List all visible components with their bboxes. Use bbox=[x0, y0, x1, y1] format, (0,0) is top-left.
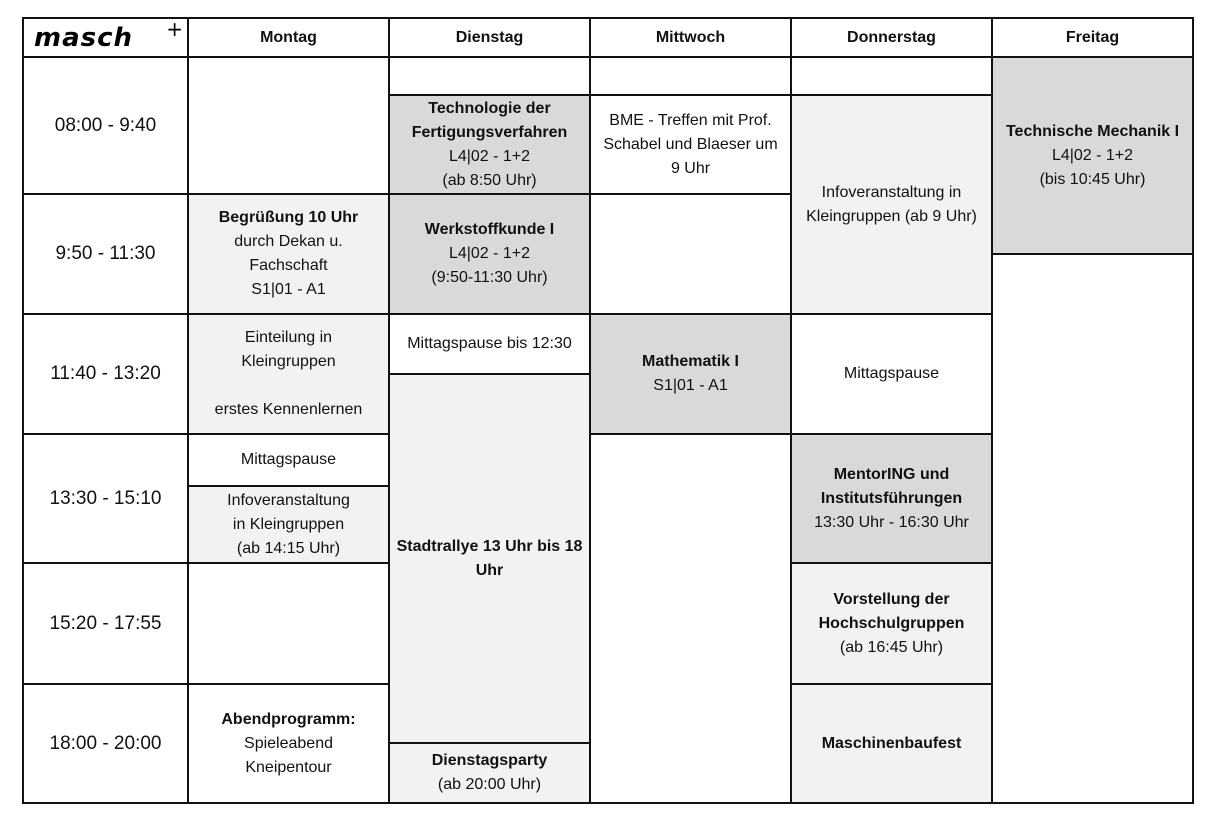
event-einteilung bbox=[187, 313, 390, 435]
event-line: durch Dekan u. bbox=[234, 233, 343, 250]
time-slot-3: 11:40 - 13:20 bbox=[22, 313, 189, 435]
day-header-donnerstag: Donnerstag bbox=[790, 17, 993, 58]
event-mentoring bbox=[790, 433, 993, 564]
event-line: (9:50-11:30 Uhr) bbox=[431, 269, 548, 286]
event-mittagspause-donnerstag bbox=[790, 313, 993, 435]
event-title: Maschinenbaufest bbox=[821, 734, 962, 752]
time-slot-2: 9:50 - 11:30 bbox=[22, 193, 189, 315]
time-slot-6: 18:00 - 20:00 bbox=[22, 683, 189, 804]
event-line: 9 Uhr bbox=[670, 159, 711, 177]
event-line: Infoveranstaltung in bbox=[821, 183, 962, 201]
event-title: Hochschulgruppen bbox=[818, 614, 965, 632]
event-room: S1|01 - A1 bbox=[251, 281, 326, 298]
event-stadtrallye bbox=[388, 373, 591, 744]
event-line: (ab 20:00 Uhr) bbox=[437, 776, 542, 793]
event-title: Abendprogramm: bbox=[221, 710, 356, 728]
event-title: Technologie der bbox=[428, 99, 551, 117]
event-room: L4|02 - 1+2 bbox=[1051, 146, 1134, 164]
event-room: L4|02 - 1+2 bbox=[448, 245, 531, 262]
day-header-freitag: Freitag bbox=[991, 17, 1194, 58]
event-title: Dienstagsparty bbox=[431, 752, 548, 769]
day-header-montag: Montag bbox=[187, 17, 390, 58]
event-title: Stadtrallye 13 Uhr bis 18 bbox=[396, 537, 583, 555]
event-title: Institutsführungen bbox=[820, 489, 963, 507]
mittwoch-empty-top bbox=[589, 56, 792, 96]
event-line: (ab 16:45 Uhr) bbox=[839, 638, 944, 656]
event-line: 13:30 Uhr - 16:30 Uhr bbox=[814, 513, 969, 531]
event-title: Fertigungsverfahren bbox=[411, 123, 568, 141]
donnerstag-empty-top bbox=[790, 56, 993, 96]
montag-empty-slot-1 bbox=[187, 56, 390, 195]
time-slot-4: 13:30 - 15:10 bbox=[22, 433, 189, 564]
event-technische-mechanik bbox=[991, 56, 1194, 255]
event-dienstagsparty bbox=[388, 742, 591, 804]
event-line: Kleingruppen (ab 9 Uhr) bbox=[806, 207, 977, 225]
event-vorstellung-hochschulgruppen bbox=[790, 562, 993, 685]
event-line: (ab 14:15 Uhr) bbox=[236, 539, 341, 557]
event-line: BME - Treffen mit Prof. bbox=[609, 111, 772, 129]
day-header-dienstag: Dienstag bbox=[388, 17, 591, 58]
event-line: Einteilung in bbox=[244, 329, 333, 346]
event-title: MentorING und bbox=[833, 465, 950, 483]
event-title: Uhr bbox=[475, 561, 504, 579]
time-slot-5: 15:20 - 17:55 bbox=[22, 562, 189, 685]
dienstag-empty-top bbox=[388, 56, 591, 96]
time-slot-1: 08:00 - 9:40 bbox=[22, 56, 189, 195]
event-begruessung bbox=[187, 193, 390, 315]
event-infoveranstaltung-montag bbox=[187, 485, 390, 564]
event-bme-treffen bbox=[589, 94, 792, 195]
event-title: Vorstellung der bbox=[833, 590, 950, 608]
event-line: (ab 8:50 Uhr) bbox=[442, 171, 537, 189]
event-line: in Kleingruppen bbox=[232, 515, 345, 533]
event-title: Mathematik I bbox=[642, 353, 739, 370]
mittwoch-empty-slot-2 bbox=[589, 193, 792, 315]
event-line: (bis 10:45 Uhr) bbox=[1039, 170, 1146, 188]
event-technologie bbox=[388, 94, 591, 195]
event-mittagspause-dienstag bbox=[388, 313, 591, 375]
event-room: S1|01 - A1 bbox=[653, 377, 728, 394]
event-line: Infoveranstaltung bbox=[227, 491, 350, 509]
event-line: Schabel und Blaeser um bbox=[603, 135, 778, 153]
event-maschinenbaufest bbox=[790, 683, 993, 804]
event-mathematik bbox=[589, 313, 792, 435]
logo-text: masch bbox=[34, 22, 134, 53]
event-title: Begrüßung 10 Uhr bbox=[218, 209, 359, 226]
event-werkstoffkunde bbox=[388, 193, 591, 315]
mittwoch-empty-afternoon bbox=[589, 433, 792, 804]
event-mittagspause-montag bbox=[187, 433, 390, 487]
logo-cell bbox=[22, 17, 189, 58]
event-room: L4|02 - 1+2 bbox=[448, 147, 531, 165]
event-title: Technische Mechanik I bbox=[1005, 122, 1180, 140]
event-line: Fachschaft bbox=[249, 257, 328, 274]
event-line: Spieleabend bbox=[244, 734, 333, 752]
montag-empty-slot-5 bbox=[187, 562, 390, 685]
event-title: Mittagspause bbox=[843, 365, 940, 382]
event-title: Mittagspause bis 12:30 bbox=[407, 335, 572, 352]
logo-plus: + bbox=[166, 17, 183, 41]
event-line: erstes Kennenlernen bbox=[214, 401, 363, 418]
event-infoveranstaltung-donnerstag bbox=[790, 94, 993, 315]
event-line: Kneipentour bbox=[245, 758, 332, 776]
freitag-empty-rest bbox=[991, 253, 1194, 804]
event-title: Mittagspause bbox=[240, 451, 337, 468]
event-title: Werkstoffkunde I bbox=[424, 221, 555, 238]
day-header-mittwoch: Mittwoch bbox=[589, 17, 792, 58]
event-line: Kleingruppen bbox=[241, 353, 336, 370]
event-abendprogramm bbox=[187, 683, 390, 804]
